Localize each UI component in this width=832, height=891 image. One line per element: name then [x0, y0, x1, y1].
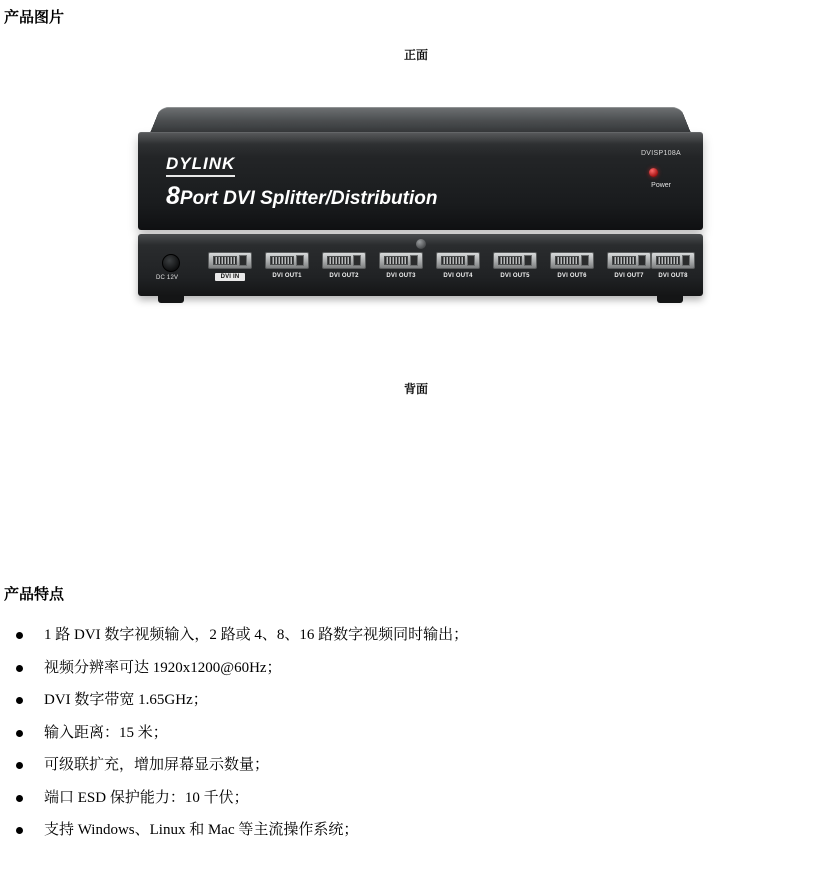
dvi-pins [656, 256, 680, 265]
dvi-blade [638, 255, 646, 266]
port-dvi-out7 [607, 252, 651, 269]
product-photo [130, 100, 710, 320]
product-model-title [166, 182, 437, 211]
bullet-icon [16, 632, 23, 639]
feature-text: 1 路 DVI 数字视频输入，2 路或 4、8、16 路数字视频同时输出； [44, 627, 469, 643]
list-item [4, 690, 824, 710]
port-dvi-out1 [265, 252, 309, 269]
dvi-pins [612, 256, 636, 265]
bullet-icon [16, 795, 23, 802]
list-item [4, 755, 824, 775]
brand-logo-underline [166, 175, 235, 177]
list-item [4, 658, 824, 678]
bullet-icon [16, 697, 23, 704]
dvi-pins [498, 256, 522, 265]
screw-icon [416, 239, 426, 249]
dc-power-label: DC 12V [156, 275, 179, 281]
chassis-feet [158, 296, 683, 303]
feature-text: 支持 Windows、Linux 和 Mac 等主流操作系统； [44, 822, 359, 838]
list-item [4, 723, 824, 743]
port-label-dvi-out3: DVI OUT3 [386, 273, 416, 279]
port-count: 8 [166, 182, 180, 210]
dvi-blade [353, 255, 361, 266]
list-item [4, 625, 824, 645]
chassis-foot-left [158, 296, 184, 303]
port-dvi-out3 [379, 252, 423, 269]
feature-text: 端口 ESD 保护能力：10 千伏； [44, 789, 249, 806]
chassis-foot-right [657, 296, 683, 303]
feature-text: 输入距离：15 米； [44, 724, 168, 741]
brand-logo [166, 154, 235, 177]
dvi-blade [410, 255, 418, 266]
section-title-product-features: 产品特点 [4, 586, 65, 603]
port-label-dvi-out5: DVI OUT5 [500, 273, 530, 279]
dvi-pins [213, 256, 237, 265]
port-label-dvi-out8: DVI OUT8 [658, 273, 688, 279]
port-label-dvi-out4: DVI OUT4 [443, 273, 473, 279]
power-led-icon [649, 168, 658, 177]
port-dvi-out8 [651, 252, 695, 269]
feature-text: 视频分辨率可达 1920x1200@60Hz； [44, 659, 282, 676]
port-dvi-out4 [436, 252, 480, 269]
chassis-rear-panel [138, 234, 703, 296]
dvi-blade [682, 255, 690, 266]
list-item [4, 788, 824, 808]
dvi-pins [384, 256, 408, 265]
product-model-text: Port DVI Splitter/Distribution [179, 188, 438, 209]
port-dvi-out2 [322, 252, 366, 269]
dvi-blade [524, 255, 532, 266]
dvi-pins [441, 256, 465, 265]
dvi-pins [270, 256, 294, 265]
bullet-icon [16, 762, 23, 769]
list-item [4, 820, 824, 840]
bullet-icon [16, 827, 23, 834]
port-dvi-out5 [493, 252, 537, 269]
caption-front-view: 正面 [403, 48, 428, 62]
dc-power-jack-icon [162, 254, 180, 272]
port-label-dvi-out2: DVI OUT2 [329, 273, 359, 279]
dvi-blade [296, 255, 304, 266]
port-label-dvi-in: DVI IN [215, 273, 245, 281]
dvi-pins [327, 256, 351, 265]
section-title-product-images: 产品图片 [4, 9, 65, 26]
dvi-blade [239, 255, 247, 266]
port-dvi-out6 [550, 252, 594, 269]
bullet-icon [16, 730, 23, 737]
dvi-blade [467, 255, 475, 266]
feature-list [4, 625, 824, 853]
port-dvi-in [208, 252, 252, 269]
chassis-front-panel [138, 132, 703, 230]
bullet-icon [16, 665, 23, 672]
dvi-blade [581, 255, 589, 266]
power-label: Power [651, 182, 671, 189]
port-label-dvi-out1: DVI OUT1 [272, 273, 302, 279]
brand-logo-text: DYLINK [166, 154, 236, 173]
dvi-pins [555, 256, 579, 265]
caption-back-view: 背面 [403, 382, 428, 396]
feature-text: DVI 数字带宽 1.65GHz； [44, 692, 208, 708]
port-label-dvi-out6: DVI OUT6 [557, 273, 587, 279]
feature-text: 可级联扩充，增加屏幕显示数量； [44, 757, 270, 773]
model-code-label: DVISP108A [640, 150, 681, 157]
port-label-dvi-out7: DVI OUT7 [614, 273, 644, 279]
